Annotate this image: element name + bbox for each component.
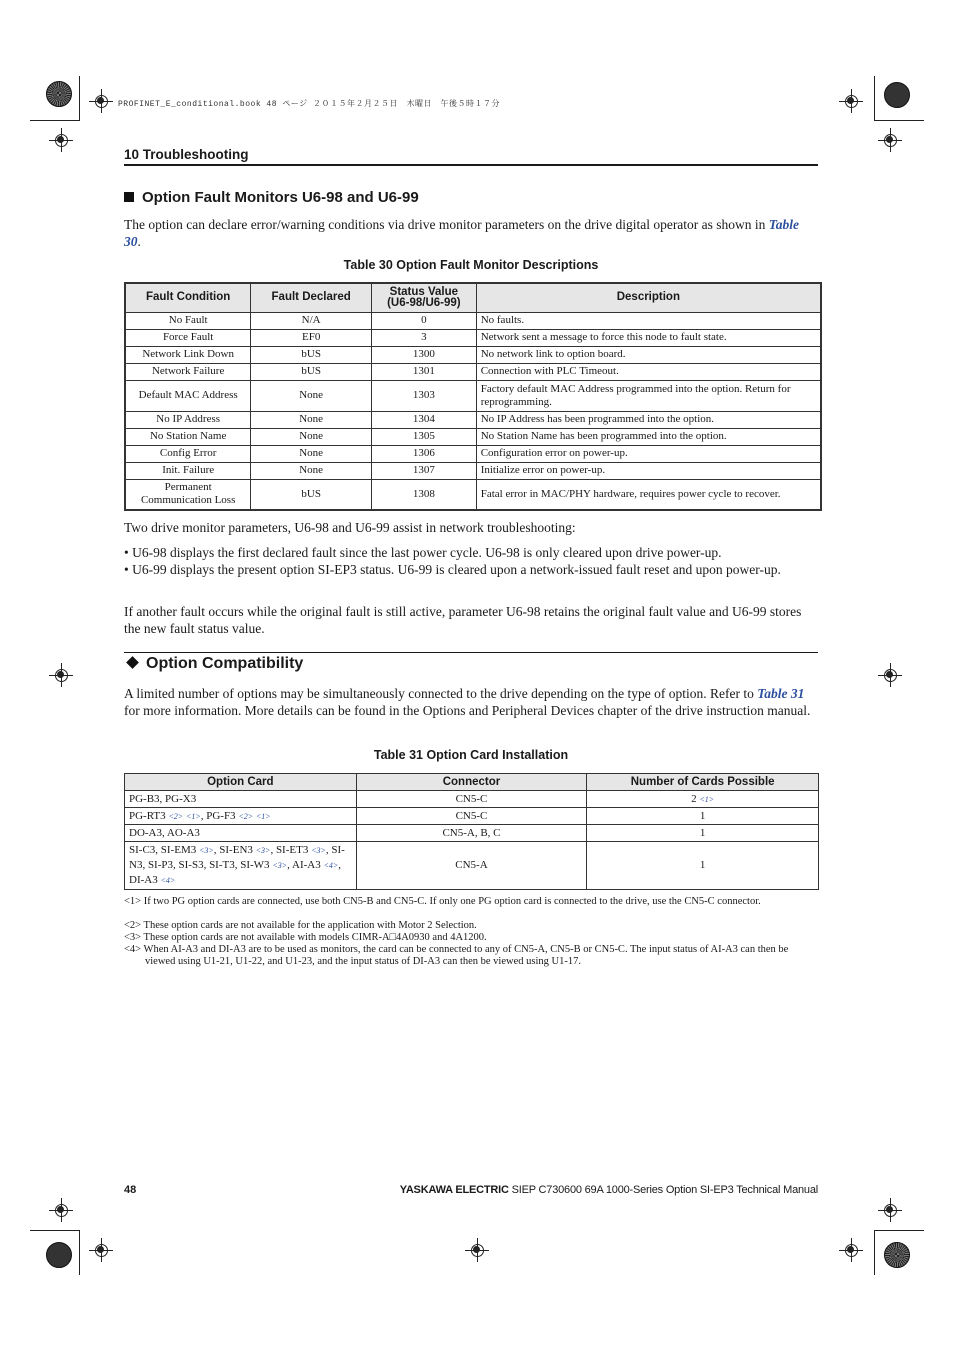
footnote-ref[interactable]: <2> [238, 811, 254, 821]
column-header: Fault Declared [251, 283, 372, 312]
table-row: Config Error None 1306 Configuration error on power-up. [125, 445, 821, 462]
registration-disc-icon [884, 1242, 910, 1268]
registration-disc-icon [46, 81, 72, 107]
column-header: Description [476, 283, 821, 312]
table-row: Init. Failure None 1307 Initialize error on power-up. [125, 462, 821, 479]
table-row: SI-C3, SI-EM3 <3>, SI-EN3 <3>, SI-ET3 <3>, SI-N3, SI-P3, SI-S3, SI-T3, SI-W3 <3>, AI-A3 <4>, DI-A3 <4> CN5-A 1 [125, 842, 819, 890]
registration-disc-icon [46, 1242, 72, 1268]
intro-paragraph: The option can declare error/warning conditions via drive monitor parameters on the drive digital operator as shown in Table 30. [124, 217, 800, 249]
footnote: <1> If two PG option cards are connected, use both CN5-B and CN5-C. If only one PG option card is connected to the drive, use the CN5-C connector. [124, 896, 761, 907]
footnote: <3> These option cards are not available with models CIMR-A□4A0930 and 4A1200. [124, 932, 487, 943]
column-header: Number of Cards Possible [587, 774, 819, 791]
footnote-ref[interactable]: <3> [198, 846, 214, 855]
footnote: <4> When AI-A3 and DI-A3 are to be used as monitors, the card can be connected to any of CN5-A, CN5-B or CN5-C. The input status of AI-A3 can then be viewed using U1-21, U1-22, and U1-23, and the input status of DI-A3 can then be viewed using U1-17. [124, 944, 789, 967]
paragraph: If another fault occurs while the original fault is still active, parameter U6-98 retains the original fault value and U6-99 stores the new fault status value. [124, 604, 802, 636]
trim-line [874, 1230, 875, 1275]
table-row: Network Link Down bUS 1300 No network link to option board. [125, 346, 821, 363]
chapter-header: 10 Troubleshooting [124, 147, 249, 162]
table-row: Network Failure bUS 1301 Connection with PLC Timeout. [125, 363, 821, 380]
footnote-ref[interactable]: <3> [272, 861, 288, 870]
bullet-item: • U6-99 displays the present option SI-EP3 status. U6-99 is cleared upon a network-issued fault reset and upon power-up. [124, 562, 781, 577]
column-header: Status Value (U6-98/U6-99) [372, 283, 477, 312]
table-31-link[interactable]: Table 31 [757, 686, 805, 701]
footnote: <2> These option cards are not available for the application with Motor 2 Selection. [124, 920, 477, 931]
table-caption: Table 31 Option Card Installation [373, 748, 569, 762]
trim-line [30, 1230, 80, 1231]
column-header: Option Card [125, 774, 357, 791]
header-rule [124, 164, 818, 166]
trim-line [79, 76, 80, 121]
column-header: Fault Condition [125, 283, 251, 312]
registration-disc-icon [884, 82, 910, 108]
footnote-ref[interactable]: <3> [311, 846, 326, 855]
diamond-bullet-icon [126, 656, 139, 669]
footnote-ref[interactable]: <1> [255, 811, 271, 821]
footnote-ref[interactable]: <4> [160, 876, 176, 885]
paragraph: Two drive monitor parameters, U6-98 and U6-99 assist in network troubleshooting: [124, 520, 576, 535]
table-row: No Fault N/A 0 No faults. [125, 312, 821, 329]
section-heading: Option Fault Monitors U6-98 and U6-99 [124, 189, 419, 206]
footer-title: YASKAWA ELECTRIC SIEP C730600 69A 1000-Series Option SI-EP3 Technical Manual [399, 1184, 818, 1196]
print-stamp: PROFINET_E_conditional.book 48 ページ ２０１５年２月２５日 木曜日 午後５時１７分 [118, 100, 500, 109]
bullet-item: • U6-98 displays the first declared fault since the last power cycle. U6-98 is only cleared upon drive power-up. [124, 545, 722, 560]
table-caption: Table 30 Option Fault Monitor Descriptions [343, 258, 599, 272]
table-row: No IP Address None 1304 No IP Address has been programmed into the option. [125, 411, 821, 428]
trim-line [874, 76, 875, 121]
trim-line [79, 1230, 80, 1275]
footnote-ref[interactable]: <2> [168, 811, 184, 821]
footnote-ref[interactable]: <1> [699, 794, 715, 804]
table-row: PG-RT3 <2> <1>, PG-F3 <2> <1> CN5-C 1 [125, 808, 819, 825]
table-row: Default MAC Address None 1303 Factory default MAC Address programmed into the option. Return for reprogramming. [125, 380, 821, 411]
column-header: Connector [356, 774, 587, 791]
table-row: Permanent Communication Loss bUS 1308 Fatal error in MAC/PHY hardware, requires power cycle to recover. [125, 479, 821, 510]
table-row: DO-A3, AO-A3 CN5-A, B, C 1 [125, 825, 819, 842]
page-number: 48 [124, 1184, 137, 1196]
table-30-link[interactable]: Table 30 [124, 217, 800, 249]
footnote-ref[interactable]: <4> [323, 861, 339, 870]
table-row: No Station Name None 1305 No Station Name has been programmed into the option. [125, 428, 821, 445]
trim-line [874, 1230, 924, 1231]
trim-line [874, 120, 924, 121]
table-row: Force Fault EF0 3 Network sent a message to force this node to fault state. [125, 329, 821, 346]
option-card-table [124, 773, 819, 890]
fault-monitor-table [124, 282, 822, 511]
section-heading: Option Compatibility [124, 655, 303, 673]
table-row: PG-B3, PG-X3 CN5-C 2 <1> [125, 791, 819, 808]
footnote-ref[interactable]: <3> [255, 846, 271, 855]
paragraph: A limited number of options may be simultaneously connected to the drive depending on the type of option. Refer to Table 31 for more information. More details can be found in the Options and Peripheral Devices chapter of the drive instruction manual. [124, 686, 811, 718]
footnote-ref[interactable]: <1> [185, 811, 201, 821]
trim-line [30, 120, 80, 121]
square-bullet-icon [124, 192, 134, 202]
section-rule [124, 652, 818, 653]
